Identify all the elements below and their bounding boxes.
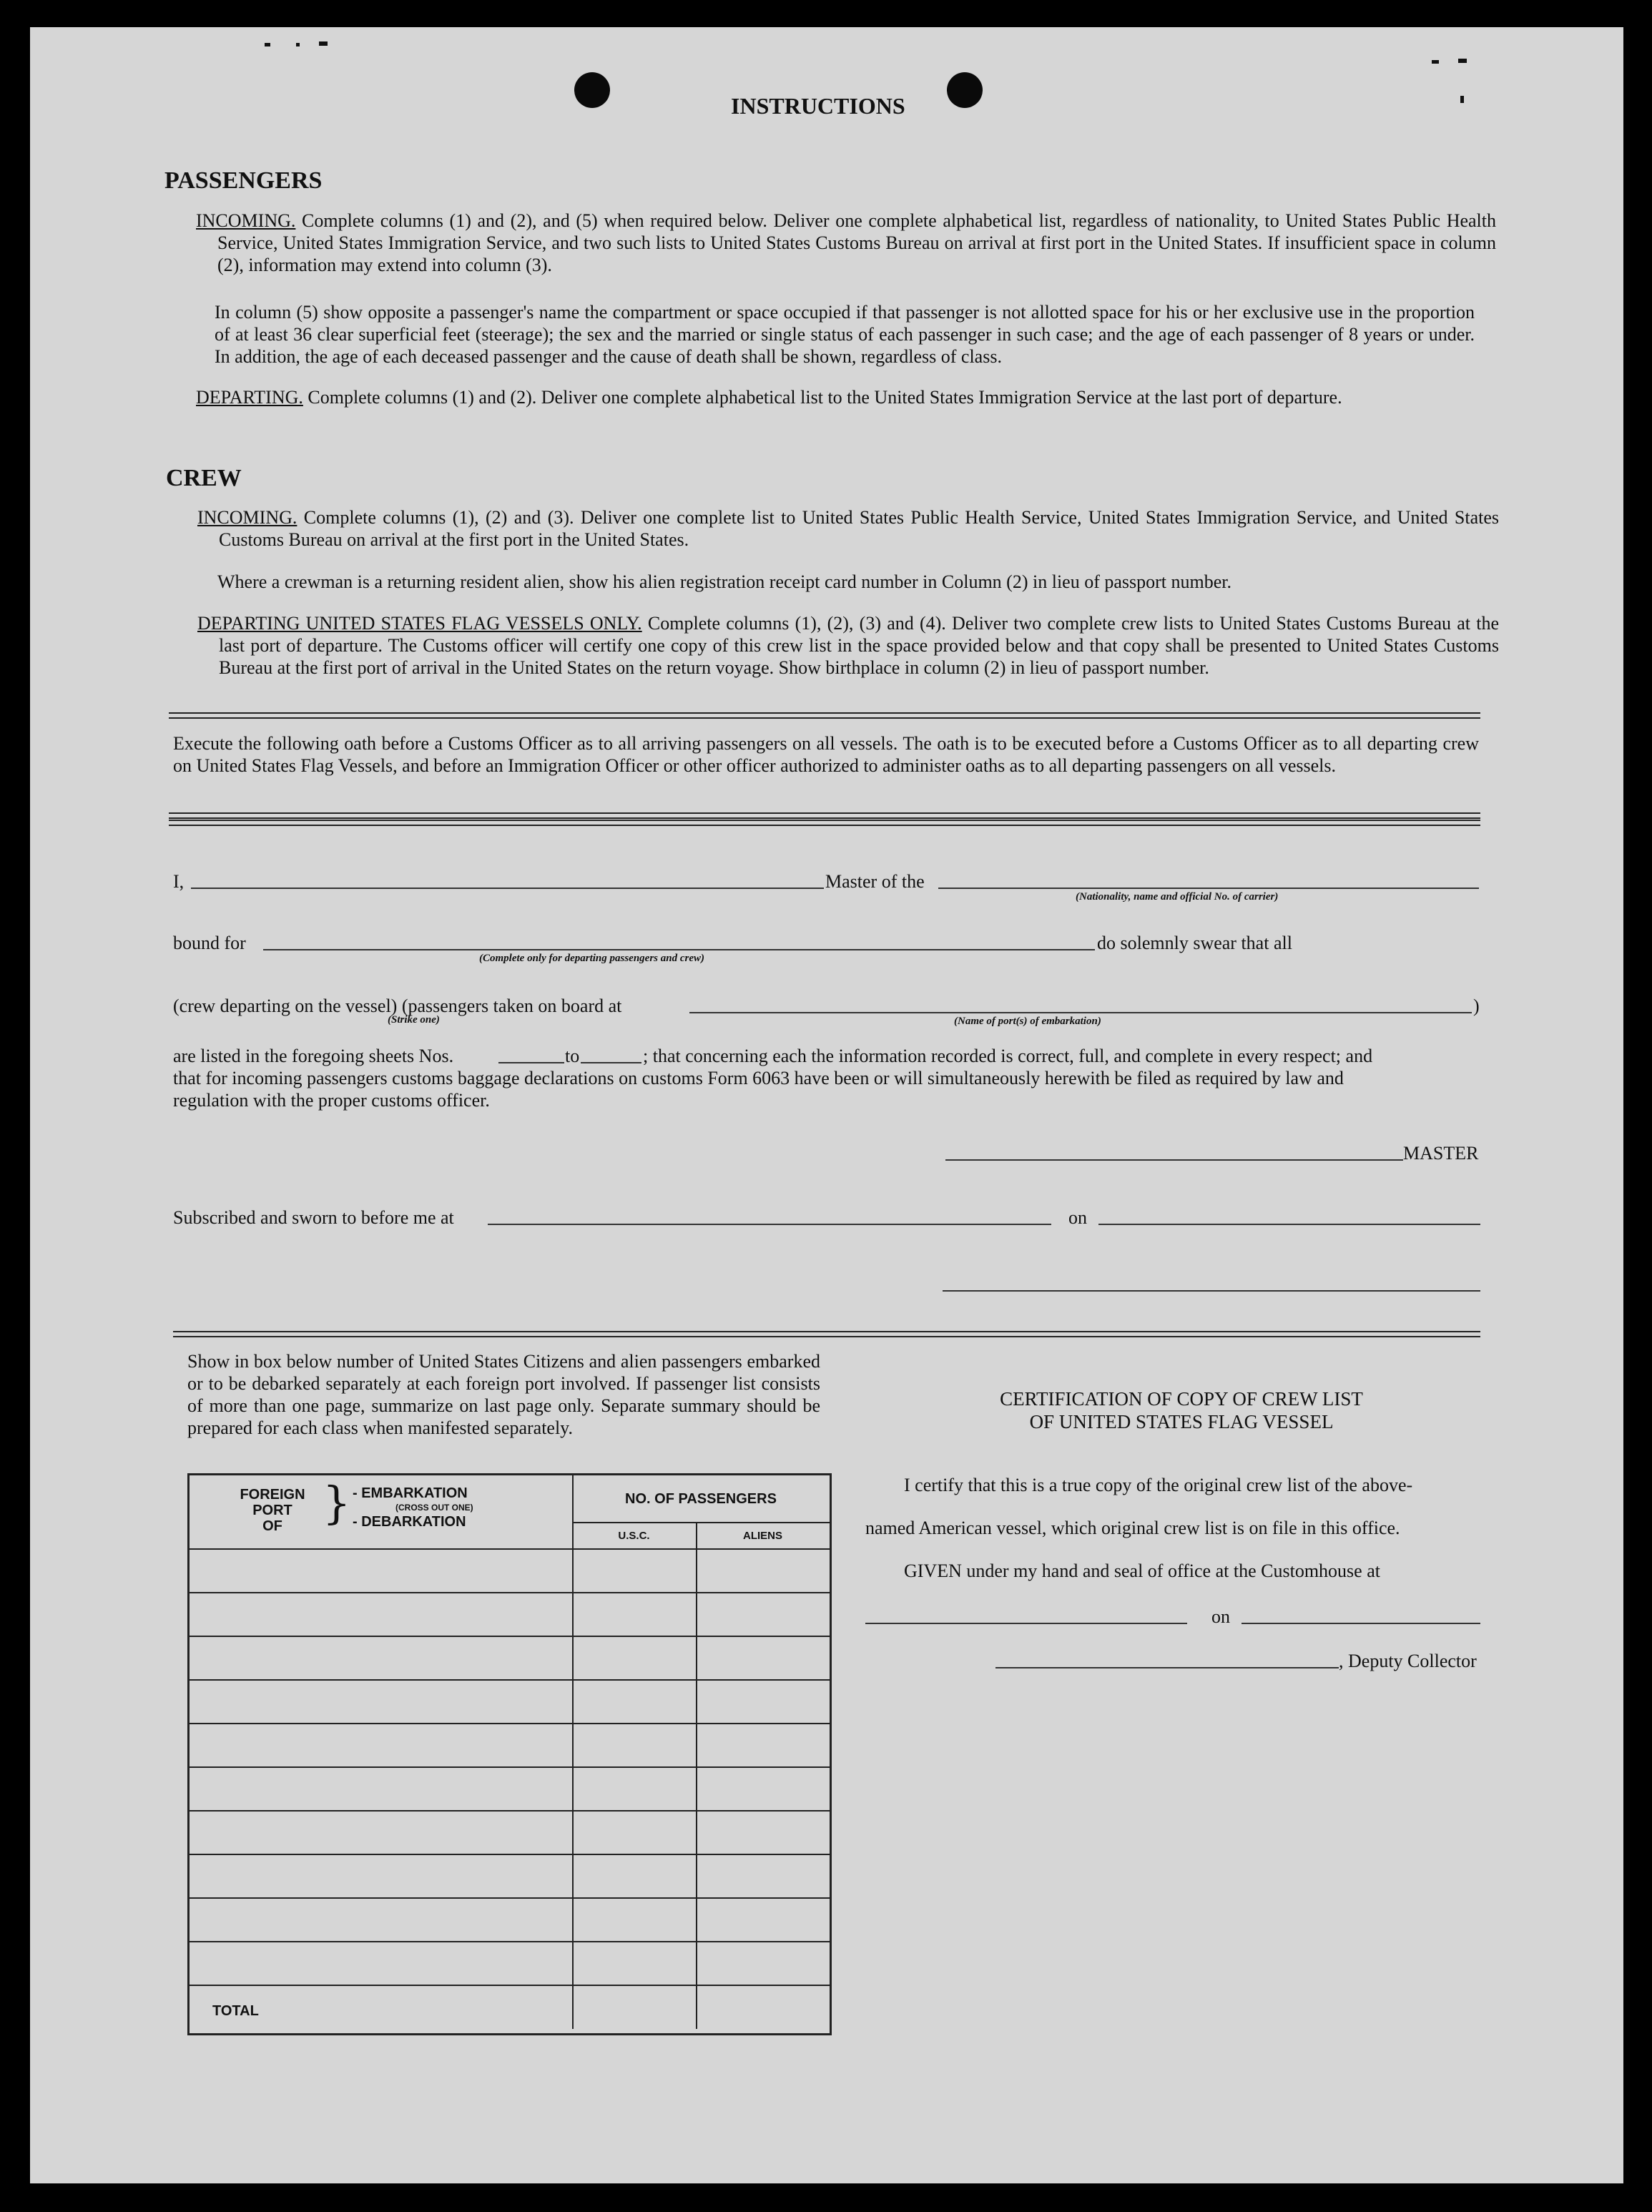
- passengers-departing-label: DEPARTING.: [196, 387, 303, 408]
- table-row[interactable]: [190, 1897, 830, 1899]
- table-divider: [572, 1522, 830, 1523]
- table-row[interactable]: [190, 1636, 830, 1637]
- passengers-column5-paragraph: In column (5) show opposite a passenger's name the compartment or space occupied if that passenger is not allotted space for his or her exclusive use in the proportion of at least 36 clear superficial feet (steerage); the sex and the married or single status of each passenger in such case; and the age of each passenger of 8 years or under. In addition, the age of each deceased passenger and the cause of death shall be shown, regardless of class.: [215, 302, 1475, 367]
- debarkation-label: - DEBARKATION: [353, 1514, 466, 1530]
- carrier-line[interactable]: [938, 888, 1479, 889]
- given-text: GIVEN under my hand and seal of office at the Customhouse at: [904, 1560, 1380, 1581]
- crew-resident-paragraph: Where a crewman is a returning resident alien, show his alien registration receipt card number in Column (2) in lieu of passport number.: [217, 571, 1232, 592]
- crew-heading: CREW: [166, 465, 242, 491]
- certify-line1: I certify that this is a true copy of the original crew list of the above-: [904, 1475, 1413, 1495]
- speck: [1460, 96, 1464, 103]
- embarkation-port-line[interactable]: [689, 1012, 1472, 1013]
- master-label: MASTER: [1403, 1143, 1479, 1164]
- form-sheet: [30, 27, 1623, 2183]
- speck: [265, 43, 270, 46]
- cross-out-label: (CROSS OUT ONE): [395, 1503, 473, 1513]
- brace-icon: }: [323, 1477, 351, 1529]
- passengers-incoming-label: INCOMING.: [196, 210, 296, 231]
- table-row[interactable]: [190, 1854, 830, 1855]
- no-of-passengers-header: NO. OF PASSENGERS: [625, 1491, 777, 1507]
- complete-only-caption: (Complete only for departing passengers and crew): [479, 953, 704, 964]
- listed-text-3: regulation with the proper customs officer.: [173, 1090, 490, 1111]
- speck: [296, 43, 300, 46]
- oath-instruction: Execute the following oath before a Customs Officer as to all arriving passengers on all vessels. The oath is to be executed before a Customs Officer as to all departing crew on United States Flag Vessels, and before an Immigration Officer or other officer authorized to administer oaths as to all departing passengers on all vessels.: [173, 733, 1479, 776]
- subscribed-on-label: on: [1068, 1207, 1087, 1228]
- divider: [173, 1331, 1480, 1337]
- listed-text-2: that for incoming passengers customs baggage declarations on customs Form 6063 have been or will simultaneously herewith be filed as required by law and: [173, 1068, 1344, 1088]
- speck: [1432, 60, 1439, 64]
- master-signature-line[interactable]: [945, 1159, 1403, 1161]
- crew-incoming-label: INCOMING.: [197, 507, 298, 528]
- oath-i-label: I,: [173, 871, 185, 892]
- speck: [1458, 59, 1467, 63]
- passengers-incoming-text: Complete columns (1) and (2), and (5) when required below. Deliver one complete alphabetical list, regardless of nationality, to United States Public Health Service, United States Immigration Service, and two such lists to United States Customs Bureau on arrival at first port in the United States. If insufficient space in column (2), information may extend into column (3).: [217, 210, 1496, 275]
- crew-departing-text: Complete columns (1), (2), (3) and (4). Deliver two complete crew lists to United States Customs Bureau at the last port of departure. The Customs officer will certify one copy of this crew list in the space provided below and that copy shall be presented to United States Customs Bureau at the first port of arrival in the United States on the return voyage. Show birthplace in column (2) in lieu of passport number.: [219, 613, 1500, 678]
- crew-incoming-text: Complete columns (1), (2) and (3). Deliver one complete list to United States Public Health Service, United States Immigration Service, and United States Customs Bureau on arrival at the first port in the United States.: [219, 507, 1499, 550]
- table-row[interactable]: [190, 1985, 830, 1986]
- subscribed-date-line[interactable]: [1098, 1224, 1480, 1225]
- certification-title-line1: CERTIFICATION OF COPY OF CREW LIST: [1000, 1388, 1363, 1410]
- table-header-border: [190, 1548, 830, 1550]
- listed-to-label: to: [565, 1046, 580, 1066]
- crew-departing-label: (crew departing on the vessel) (passengers taken on board at: [173, 996, 622, 1016]
- crew-departing-paragraph: [197, 612, 1499, 679]
- usc-header: U.S.C.: [618, 1530, 650, 1542]
- bound-for-label: bound for: [173, 933, 246, 953]
- foreign-label: FOREIGN: [240, 1487, 305, 1503]
- close-paren: ): [1473, 996, 1480, 1016]
- port-label: PORT: [252, 1503, 292, 1518]
- divider: [169, 712, 1480, 719]
- certify-line2: named American vessel, which original crew list is on file in this office.: [865, 1518, 1400, 1538]
- solemnly-swear-label: do solemnly swear that all: [1097, 933, 1292, 953]
- of-label: OF: [262, 1518, 282, 1534]
- listed-text-a: are listed in the foregoing sheets Nos.: [173, 1046, 454, 1066]
- summary-instruction: Show in box below number of United States Citizens and alien passengers embarked or to be debarked separately at each foreign port involved. If passenger list consists of more than one page, summarize on last page only. Separate summary should be prepared for each class when manifested separately.: [187, 1351, 820, 1438]
- strike-one-caption: (Strike one): [388, 1014, 440, 1026]
- aliens-header: ALIENS: [742, 1530, 782, 1542]
- bound-for-line[interactable]: [263, 949, 1095, 950]
- officer-signature-line[interactable]: [943, 1290, 1480, 1292]
- table-row[interactable]: [190, 1679, 830, 1681]
- passengers-incoming-paragraph: [196, 210, 1496, 276]
- certification-date-line[interactable]: [1242, 1623, 1480, 1624]
- certification-title-line2: OF UNITED STATES FLAG VESSEL: [1029, 1411, 1334, 1432]
- table-row[interactable]: [190, 1810, 830, 1812]
- sheet-from-line[interactable]: [498, 1062, 564, 1063]
- listed-text-b: ; that concerning each the information recorded is correct, full, and complete in every respect; and: [643, 1046, 1373, 1066]
- divider: [169, 820, 1480, 826]
- table-row[interactable]: [190, 1723, 830, 1724]
- passengers-heading: PASSENGERS: [164, 167, 323, 194]
- master-of-label: Master of the: [825, 871, 925, 892]
- customhouse-line[interactable]: [865, 1623, 1187, 1624]
- passenger-summary-table: [187, 1473, 832, 2035]
- table-row[interactable]: [190, 1592, 830, 1593]
- subscribed-place-line[interactable]: [488, 1224, 1051, 1225]
- nationality-caption: (Nationality, name and official No. of carrier): [1076, 891, 1279, 903]
- master-name-line[interactable]: [191, 888, 824, 889]
- foreign-port-header: [230, 1487, 315, 1534]
- subscribed-label: Subscribed and sworn to before me at: [173, 1207, 454, 1228]
- punch-hole-left: [574, 72, 610, 108]
- table-row[interactable]: [190, 1766, 830, 1768]
- speck: [319, 41, 328, 46]
- passengers-departing-paragraph: [196, 386, 1496, 408]
- punch-hole-right: [947, 72, 983, 108]
- embarkation-label: - EMBARKATION: [353, 1485, 468, 1501]
- table-divider: [572, 1475, 574, 2029]
- page-title: INSTRUCTIONS: [731, 93, 905, 119]
- crew-departing-label: DEPARTING UNITED STATES FLAG VESSELS ONLY.: [197, 613, 642, 634]
- name-of-ports-caption: (Name of port(s) of embarkation): [954, 1016, 1101, 1027]
- divider: [169, 812, 1480, 819]
- crew-incoming-paragraph: [197, 506, 1499, 551]
- table-row[interactable]: [190, 1941, 830, 1942]
- passengers-departing-text: Complete columns (1) and (2). Deliver one complete alphabetical list to the United States Immigration Service at the last port of departure.: [303, 387, 1342, 408]
- table-divider: [696, 1522, 697, 2029]
- sheet-to-line[interactable]: [581, 1062, 641, 1063]
- deputy-signature-line[interactable]: [995, 1667, 1339, 1668]
- total-label: TOTAL: [212, 2003, 259, 2019]
- deputy-collector-label: , Deputy Collector: [1339, 1651, 1477, 1671]
- certification-on-label: on: [1211, 1606, 1230, 1627]
- certification-title: [888, 1387, 1475, 1433]
